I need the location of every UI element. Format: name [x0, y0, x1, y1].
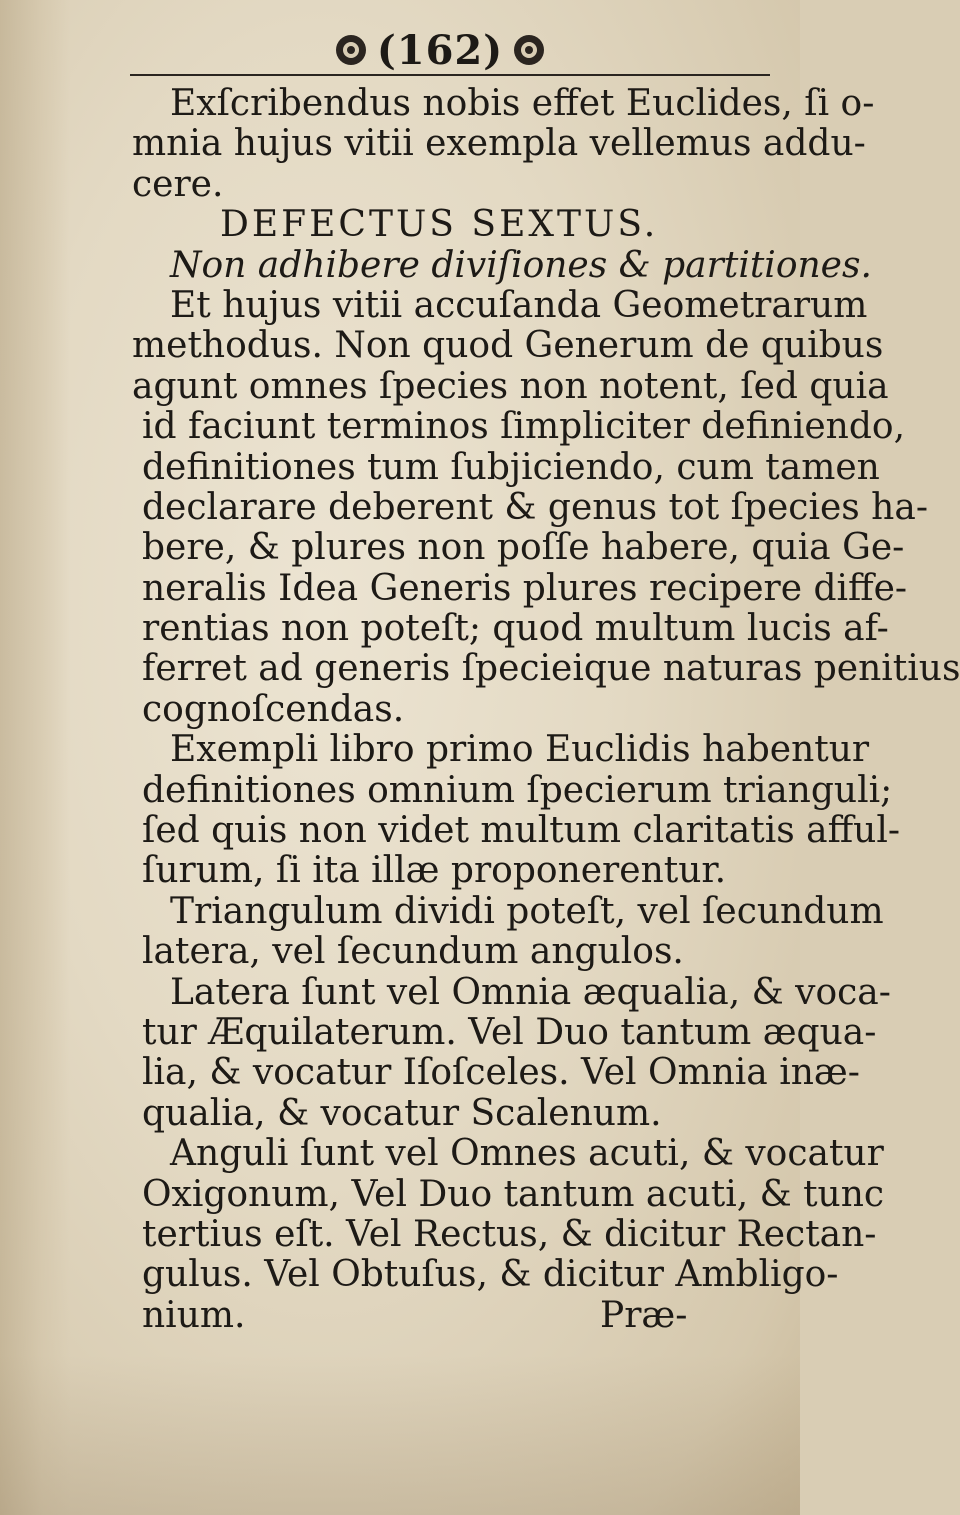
- text-line: mnia hujus vitii exempla vellemus addu-: [132, 123, 866, 165]
- text-line: ſurum, ſi ita illæ proponerentur.: [142, 850, 727, 892]
- text-body: [110, 83, 960, 1336]
- text-line: definitiones omnium ſpecierum trianguli;: [142, 769, 893, 811]
- text-line: cognoſcendas.: [142, 688, 405, 730]
- page-bottom-shadow: [0, 1355, 800, 1515]
- left-ornament-icon: [331, 30, 371, 70]
- text-line: Latera ſunt vel Omnia æqualia, & voca-: [170, 971, 891, 1013]
- text-line: cere.: [132, 163, 224, 205]
- text-line: Oxigonum, Vel Duo tantum acuti, & tunc: [142, 1173, 885, 1215]
- last-line: [110, 1296, 810, 1336]
- section-subheading: Non adhibere diviſiones & partitiones.: [170, 244, 872, 286]
- text-line: Et hujus vitii accuſanda Geometrarum: [170, 284, 868, 326]
- catchword: Præ-: [600, 1294, 688, 1336]
- right-ornament-icon: [509, 30, 549, 70]
- text-line: ſed quis non videt multum claritatis afful-: [142, 810, 901, 852]
- text-line: neralis Idea Generis plures recipere diffe-: [142, 567, 908, 609]
- text-line: rentias non poteſt; quod multum lucis af-: [142, 608, 889, 650]
- text-line: gulus. Vel Obtuſus, & dicitur Ambligo-: [142, 1254, 839, 1296]
- text-line: Anguli ſunt vel Omnes acuti, & vocatur: [170, 1133, 884, 1175]
- text-line: lia, & vocatur Iſoſceles. Vel Omnia inæ-: [142, 1052, 860, 1094]
- page-gutter-shadow: [0, 0, 70, 1515]
- text-line: agunt omnes ſpecies non notent, ſed quia: [132, 365, 889, 407]
- header-rule: [130, 74, 770, 76]
- text-line: Exſcribendus nobis effet Euclides, ſi o-: [170, 83, 875, 124]
- text-line: Triangulum dividi poteſt, vel ſecundum: [170, 890, 884, 932]
- text-line: qualia, & vocatur Scalenum.: [142, 1092, 662, 1134]
- text-line: Exempli libro primo Euclidis habentur: [170, 729, 870, 771]
- text-line: nium.: [142, 1294, 246, 1336]
- section-heading: DEFECTUS SEXTUS.: [220, 204, 659, 246]
- text-line: bere, & plures non poſſe habere, quia Ge-: [142, 527, 905, 569]
- page-header: [300, 20, 580, 80]
- text-line: id faciunt terminos ſimpliciter definiendo,: [142, 406, 906, 448]
- text-line: tertius eſt. Vel Rectus, & dicitur Rectan-: [142, 1213, 877, 1255]
- text-line: definitiones tum ſubjiciendo, cum tamen: [142, 446, 880, 488]
- text-line: tur Æquilaterum. Vel Duo tantum æqua-: [142, 1011, 877, 1053]
- page-number: (162): [376, 26, 504, 74]
- text-line: latera, vel ſecundum angulos.: [142, 931, 684, 973]
- text-line: declarare deberent & genus tot ſpecies ha-: [142, 486, 928, 528]
- text-line: ferret ad generis ſpecieique naturas penitius: [142, 648, 960, 690]
- text-line: methodus. Non quod Generum de quibus: [132, 325, 884, 367]
